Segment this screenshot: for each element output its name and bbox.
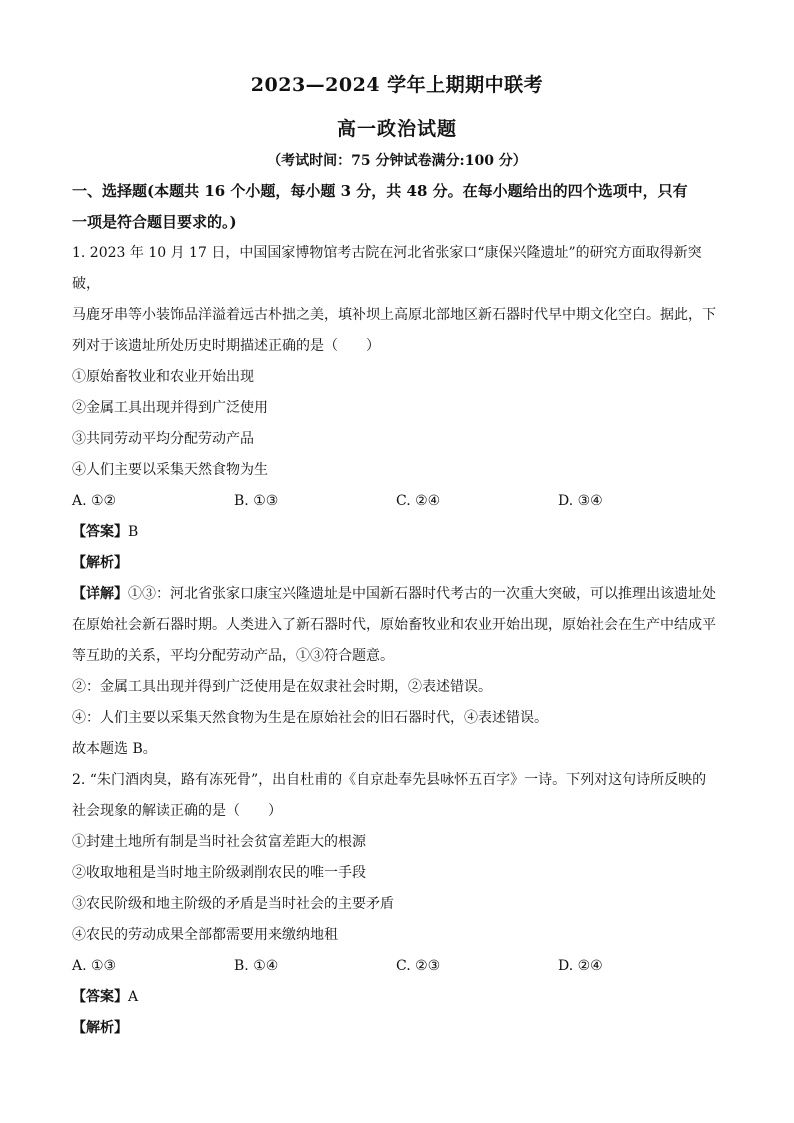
section-title-line-2: 一项是符合题目要求的。) xyxy=(72,213,237,231)
option-a: A. ①② xyxy=(72,493,117,509)
exam-subject: 高一政治试题 xyxy=(336,118,457,140)
analysis-label: 【解析】 xyxy=(72,1020,128,1036)
answer-options xyxy=(72,951,720,982)
option-d: D. ③④ xyxy=(558,493,603,509)
exam-info: （考试时间：75 分钟试卷满分:100 分） xyxy=(267,153,527,169)
statement: ④农民的劳动成果全部都需要用来缴纳地租 xyxy=(72,927,338,943)
answer-label: 【答案】 xyxy=(72,989,128,1005)
statement: ②金属工具出现并得到广泛使用 xyxy=(72,400,268,416)
analysis-label: 【解析】 xyxy=(72,555,128,571)
option-b: B. ①④ xyxy=(234,958,279,974)
question-stem-line: 列对于该遗址所处历史时期描述正确的是（ ） xyxy=(72,338,380,354)
detail-line: 故本题选 B。 xyxy=(72,741,157,757)
statement: ④人们主要以采集天然食物为生 xyxy=(72,462,268,478)
detail-line: ②：金属工具出现并得到广泛使用是在奴隶社会时期，②表述错误。 xyxy=(72,679,492,695)
exam-title: 2023—2024 学年上期期中联考 xyxy=(250,74,544,96)
statement: ②收取地租是当时地主阶级剥削农民的唯一手段 xyxy=(72,865,366,881)
section-title-line-1: 一、选择题(本题共 16 个小题，每小题 3 分，共 48 分。在每小题给出的四个选项中，只有 xyxy=(72,182,688,200)
detail-text: ①③：河北省张家口康宝兴隆遗址是中国新石器时代考古的一次重大突破，可以推理出该遗址处 xyxy=(128,586,716,602)
detail-line: ④：人们主要以采集天然食物为生是在原始社会的旧石器时代，④表述错误。 xyxy=(72,710,548,726)
answer-line xyxy=(72,982,720,1013)
answer-options xyxy=(72,486,720,517)
question-2 xyxy=(72,765,720,1044)
question-stem-line: 1. 2023 年 10 月 17 日，中国国家博物馆考古院在河北省张家口“康保兴隆遗址”的研究方面取得新突破， xyxy=(72,245,702,292)
statement: ①封建土地所有制是当时社会贫富差距大的根源 xyxy=(72,834,366,850)
statement: ③共同劳动平均分配劳动产品 xyxy=(72,431,254,447)
answer-value: A xyxy=(128,989,139,1005)
exam-content xyxy=(72,176,720,1044)
detail-line xyxy=(72,579,720,610)
question-stem-line: 2. “朱门酒肉臭，路有冻死骨”，出自杜甫的《自京赴奉先县咏怀五百字》一诗。下列对这句诗所反映的 xyxy=(72,772,707,788)
detail-label: 【详解】 xyxy=(72,586,128,602)
statement: ③农民阶级和地主阶级的矛盾是当时社会的主要矛盾 xyxy=(72,896,394,912)
question-stem-line: 社会现象的解读正确的是（ ） xyxy=(72,803,282,819)
answer-label: 【答案】 xyxy=(72,524,128,540)
statement: ①原始畜牧业和农业开始出现 xyxy=(72,369,254,385)
option-a: A. ①③ xyxy=(72,958,117,974)
question-1 xyxy=(72,238,720,765)
option-b: B. ①③ xyxy=(234,493,279,509)
option-d: D. ②④ xyxy=(558,958,603,974)
detail-line: 在原始社会新石器时期。人类进入了新石器时代，原始畜牧业和农业开始出现，原始社会在生产中结成平 xyxy=(72,617,716,633)
option-c: C. ②④ xyxy=(396,493,441,509)
detail-line: 等互助的关系，平均分配劳动产品，①③符合题意。 xyxy=(72,648,394,664)
answer-value: B xyxy=(128,524,139,540)
option-c: C. ②③ xyxy=(396,958,441,974)
answer-line xyxy=(72,517,720,548)
question-stem-line: 马鹿牙串等小装饰品洋溢着远古朴拙之美，填补坝上高原北部地区新石器时代早中期文化空白。据此，下 xyxy=(72,307,716,323)
